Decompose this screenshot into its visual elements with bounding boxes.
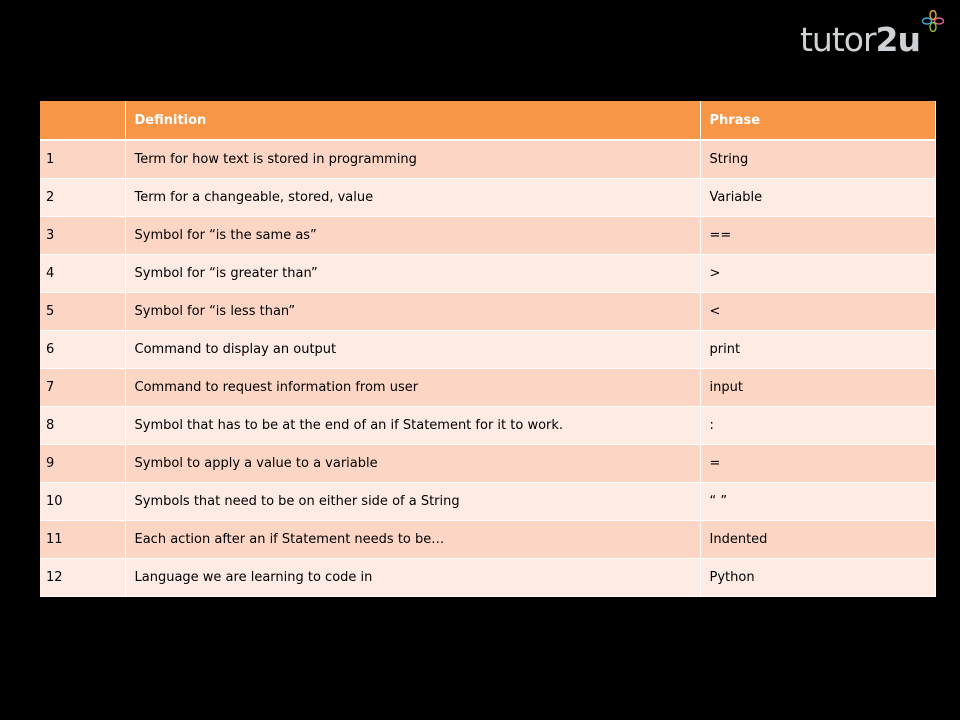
table-row	[40, 521, 935, 559]
row-phrase: Python	[700, 559, 935, 597]
row-number: 1	[40, 140, 125, 179]
row-phrase: Indented	[700, 521, 935, 559]
row-definition: Language we are learning to code in	[125, 559, 700, 597]
row-phrase: <	[700, 293, 935, 331]
row-phrase: =	[700, 445, 935, 483]
header-phrase: Phrase	[700, 101, 935, 140]
row-number: 7	[40, 369, 125, 407]
row-number: 5	[40, 293, 125, 331]
table-row	[40, 445, 935, 483]
logo-wordmark	[800, 20, 920, 60]
row-phrase: :	[700, 407, 935, 445]
row-definition: Term for how text is stored in programming	[125, 140, 700, 179]
row-number: 12	[40, 559, 125, 597]
row-definition: Symbol for “is greater than”	[125, 255, 700, 293]
table-header-row	[40, 101, 935, 140]
row-number: 11	[40, 521, 125, 559]
tutor2u-logo	[800, 12, 944, 60]
table-row	[40, 140, 935, 179]
header-number	[40, 101, 125, 140]
row-definition: Symbol to apply a value to a variable	[125, 445, 700, 483]
row-phrase: Variable	[700, 179, 935, 217]
row-number: 3	[40, 217, 125, 255]
row-definition: Each action after an if Statement needs to be…	[125, 521, 700, 559]
table-row	[40, 255, 935, 293]
row-number: 6	[40, 331, 125, 369]
row-definition: Symbol that has to be at the end of an if Statement for it to work.	[125, 407, 700, 445]
row-phrase: “ ”	[700, 483, 935, 521]
row-definition: Term for a changeable, stored, value	[125, 179, 700, 217]
table-row	[40, 559, 935, 597]
row-phrase: print	[700, 331, 935, 369]
row-number: 9	[40, 445, 125, 483]
table-row	[40, 483, 935, 521]
row-number: 2	[40, 179, 125, 217]
row-definition: Symbols that need to be on either side of a String	[125, 483, 700, 521]
table-row	[40, 293, 935, 331]
row-number: 8	[40, 407, 125, 445]
definitions-table	[40, 101, 936, 597]
row-definition: Symbol for “is the same as”	[125, 217, 700, 255]
table-row	[40, 179, 935, 217]
row-phrase: >	[700, 255, 935, 293]
header-definition: Definition	[125, 101, 700, 140]
row-phrase: input	[700, 369, 935, 407]
row-definition: Command to request information from user	[125, 369, 700, 407]
row-phrase: ==	[700, 217, 935, 255]
row-number: 10	[40, 483, 125, 521]
logo-wordmark-part2: 2u	[875, 20, 920, 59]
row-definition: Command to display an output	[125, 331, 700, 369]
flower-icon	[922, 10, 944, 32]
table-row	[40, 369, 935, 407]
table-row	[40, 331, 935, 369]
logo-wordmark-part1: tutor	[799, 20, 876, 59]
table-row	[40, 217, 935, 255]
row-definition: Symbol for “is less than”	[125, 293, 700, 331]
table-row	[40, 407, 935, 445]
row-number: 4	[40, 255, 125, 293]
row-phrase: String	[700, 140, 935, 179]
